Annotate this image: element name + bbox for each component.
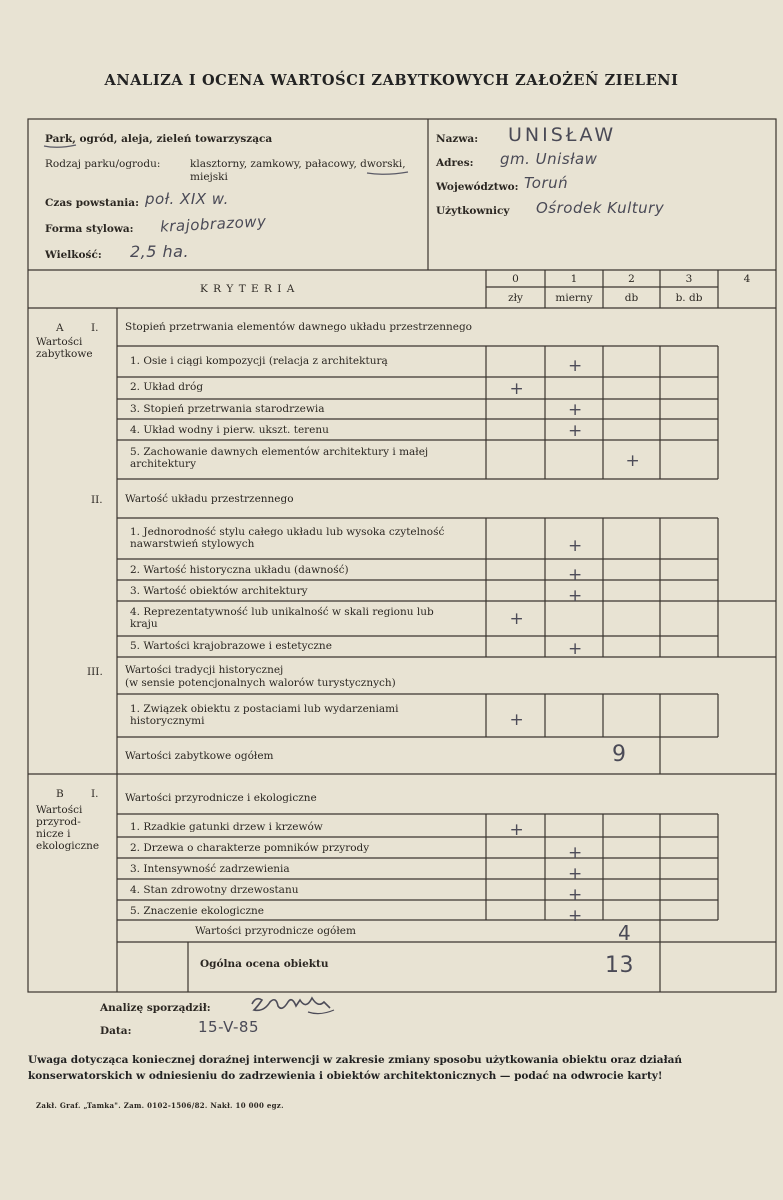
group-2-number: II. <box>91 494 103 506</box>
date-value: 15-V-85 <box>198 1018 260 1036</box>
criteria-row-text: 3. Wartość obiektów architektury <box>130 585 308 597</box>
criteria-row-text: 2. Układ dróg <box>130 381 204 393</box>
group-1-title: Stopień przetrwania elementów dawnego układu przestrzennego <box>125 321 472 333</box>
section-b-title-4: ekologiczne <box>36 840 100 852</box>
section-b-total-value: 4 <box>618 921 632 945</box>
overall-value: 13 <box>605 953 634 978</box>
group-3-title-1: Wartości tradycji historycznej <box>125 664 284 676</box>
criteria-row-text: 4. Reprezentatywność lub unikalność w skali regionu lub kraju <box>130 606 434 630</box>
section-a-letter: A <box>56 322 64 334</box>
analize-label: Analizę sporządził: <box>100 1002 211 1014</box>
forma-label: Forma stylowa: <box>45 223 134 235</box>
section-b-title-1: Wartości <box>36 804 83 816</box>
printer-imprint: Zakł. Graf. „Tamka". Zam. 0102-1506/82. Nakł. 10 000 egz. <box>36 1101 284 1110</box>
criteria-row-text: 2. Drzewa o charakterze pomników przyrody <box>130 842 370 854</box>
score-mark: + <box>568 639 583 659</box>
section-b-letter: B <box>56 788 64 800</box>
group-2-title: Wartość układu przestrzennego <box>125 493 294 505</box>
intervention-note: Uwaga dotycząca koniecznej doraźnej interwencji w zakresie zmiany sposobu użytkowania obiektu oraz działań konserwatorskich w odniesieniu do zadrzewienia i obiektów architektonicznych — podać na odwrocie karty! <box>28 1054 683 1082</box>
rodzaj-options-2: miejski <box>190 171 228 183</box>
score-mark: + <box>568 885 583 905</box>
score-col-num: 0 <box>512 273 519 285</box>
group-3-number: III. <box>87 666 103 678</box>
signature-image <box>248 990 348 1020</box>
group-b-title: Wartości przyrodnicze i ekologiczne <box>125 792 317 804</box>
section-a-title: Wartości zabytkowe <box>36 336 93 360</box>
criteria-row-text: 5. Zachowanie dawnych elementów architektury i małej architektury <box>130 446 429 470</box>
criteria-row-text: 1. Związek obiektu z postaciami lub wydarzeniami historycznymi <box>130 703 399 727</box>
overall-label: Ogólna ocena obiektu <box>200 958 329 970</box>
criteria-row-text: 4. Stan zdrowotny drzewostanu <box>130 884 299 896</box>
score-mark: + <box>568 536 583 556</box>
criteria-row-text: 3. Intensywność zadrzewienia <box>130 863 290 875</box>
score-mark: + <box>568 586 583 606</box>
wielkosc-value: 2,5 ha. <box>130 242 190 261</box>
section-b-title-2: przyrod- <box>36 816 81 828</box>
score-mark: + <box>625 451 640 471</box>
score-col-label: mierny <box>555 292 593 304</box>
score-col-label: zły <box>508 292 523 304</box>
score-mark: + <box>509 820 524 840</box>
score-mark: + <box>568 843 583 863</box>
section-b-total-label: Wartości przyrodnicze ogółem <box>195 925 356 937</box>
data-label: Data: <box>100 1025 132 1037</box>
score-col-num: 1 <box>570 273 578 285</box>
score-mark: + <box>509 710 524 730</box>
wojewodztwo-value: Toruń <box>524 174 569 192</box>
adres-label: Adres: <box>436 157 474 169</box>
nazwa-value: UNISŁAW <box>508 124 617 146</box>
section-b-title-3: nicze i <box>36 828 71 840</box>
wielkosc-label: Wielkość: <box>45 249 102 261</box>
score-col-num: 4 <box>743 273 751 285</box>
uzytkownicy-value: Ośrodek Kultury <box>536 199 665 217</box>
section-a-total-value: 9 <box>612 742 627 767</box>
score-mark: + <box>509 609 524 629</box>
group-3-title-2: (w sensie potencjonalnych walorów turystycznych) <box>125 677 396 689</box>
nazwa-label: Nazwa: <box>436 133 479 145</box>
section-b-number: I. <box>91 788 99 800</box>
score-col-num: 2 <box>628 273 635 285</box>
wojewodztwo-label: Województwo: <box>436 181 519 193</box>
park-label: Park, ogród, aleja, zieleń towarzysząca <box>45 133 273 145</box>
czas-label: Czas powstania: <box>45 197 139 209</box>
criteria-row-text: 2. Wartość historyczna układu (dawność) <box>130 564 349 576</box>
kryteria-label: K R Y T E R I A <box>200 283 296 295</box>
score-mark: + <box>568 906 583 926</box>
criteria-row-text: 1. Rzadkie gatunki drzew i krzewów <box>130 821 323 833</box>
score-col-num: 3 <box>685 273 693 285</box>
rodzaj-label: Rodzaj parku/ogrodu: <box>45 158 161 170</box>
criteria-row-text: 3. Stopień przetrwania starodrzewia <box>130 403 325 415</box>
uzytkownicy-label: Użytkownicy <box>436 205 510 217</box>
section-a-total-label: Wartości zabytkowe ogółem <box>125 750 274 762</box>
criteria-row-text: 5. Znaczenie ekologiczne <box>130 905 265 917</box>
form-title: ANALIZA I OCENA WARTOŚCI ZABYTKOWYCH ZAŁOŻEŃ ZIELENI <box>104 72 679 89</box>
criteria-row-text: 4. Układ wodny i pierw. ukszt. terenu <box>130 424 329 436</box>
score-mark: + <box>568 400 583 420</box>
score-mark: + <box>568 864 583 884</box>
score-mark: + <box>568 356 583 376</box>
adres-value: gm. Unisław <box>500 150 598 168</box>
score-col-label: db <box>624 292 639 304</box>
criteria-row-text: 5. Wartości krajobrazowe i estetyczne <box>130 640 332 652</box>
rodzaj-options-1: klasztorny, zamkowy, pałacowy, dworski, <box>190 158 406 170</box>
score-mark: + <box>509 379 524 399</box>
score-mark: + <box>568 421 583 441</box>
group-1-number: I. <box>91 322 99 334</box>
criteria-row-text: 1. Osie i ciągi kompozycji (relacja z architekturą <box>130 355 388 367</box>
score-mark: + <box>568 565 583 585</box>
score-col-label: b. db <box>675 292 703 304</box>
czas-value: poł. XIX w. <box>145 190 229 208</box>
forma-value: krajobrazowy <box>159 212 267 236</box>
criteria-row-text: 1. Jednorodność stylu całego układu lub wysoka czytelność nawarstwień stylowych <box>130 526 445 550</box>
